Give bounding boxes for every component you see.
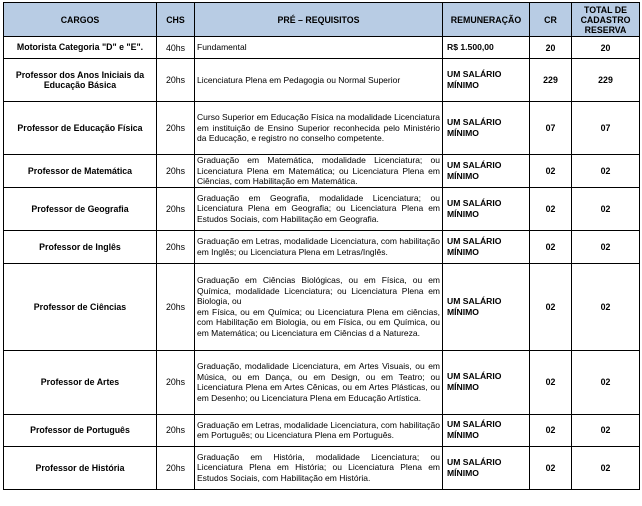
pre-requisito-text: Licenciatura Plena em Pedagogia ou Normal Superior <box>197 74 401 85</box>
header-cargos: CARGOS <box>4 3 157 37</box>
pre-requisitos-cell <box>195 37 443 59</box>
chs-cell: 20hs <box>157 350 195 414</box>
cargo-cell: Professor de História <box>4 446 157 489</box>
cargo-cell: Professor de Ciências <box>4 263 157 350</box>
table-row <box>4 263 640 350</box>
remuneracao-cell: UM SALÁRIO MÍNIMO <box>443 350 530 414</box>
remuneracao-cell: UM SALÁRIO MÍNIMO <box>443 187 530 230</box>
remuneracao-cell: UM SALÁRIO MÍNIMO <box>443 230 530 263</box>
table-row <box>4 414 640 446</box>
cr-cell: 02 <box>530 230 572 263</box>
pre-requisito-text: Graduação, modalidade Licenciatura, em Artes Visuais, ou em Música, ou em Dança, ou em Design, ou em Teatro; ou Licenciatura Plena em Artes Cênicas, ou em Artes Plásticas, ou em Desenho; ou Licenciatura Plena em Educação Artística. <box>197 361 440 403</box>
chs-cell: 20hs <box>157 187 195 230</box>
remuneracao-cell: UM SALÁRIO MÍNIMO <box>443 102 530 155</box>
chs-cell: 20hs <box>157 102 195 155</box>
total-cadastro-reserva-cell: 02 <box>572 350 640 414</box>
remuneracao-cell: UM SALÁRIO MÍNIMO <box>443 155 530 188</box>
cr-cell: 02 <box>530 350 572 414</box>
remuneracao-cell: UM SALÁRIO MÍNIMO <box>443 59 530 102</box>
cargo-cell: Professor dos Anos Iniciais da Educação Básica <box>4 59 157 102</box>
cr-cell: 20 <box>530 37 572 59</box>
header-chs: CHS <box>157 3 195 37</box>
cargo-cell: Professor de Educação Física <box>4 102 157 155</box>
header-row <box>4 3 640 37</box>
pre-requisitos-cell <box>195 263 443 350</box>
table-row <box>4 102 640 155</box>
pre-requisitos-cell <box>195 155 443 188</box>
cr-cell: 02 <box>530 446 572 489</box>
chs-cell: 20hs <box>157 155 195 188</box>
chs-cell: 40hs <box>157 37 195 59</box>
table-row <box>4 187 640 230</box>
pre-requisito-text: Graduação em Matemática, modalidade Licenciatura; ou Licenciatura Plena em Matemática; ou Licenciatura Plena em Ciências, com Habilitação em Matemática. <box>197 155 440 187</box>
total-cadastro-reserva-cell: 02 <box>572 155 640 188</box>
pre-requisitos-cell <box>195 230 443 263</box>
remuneracao-cell: UM SALÁRIO MÍNIMO <box>443 414 530 446</box>
header-total-cadastro-reserva: TOTAL DE CADASTRO RESERVA <box>572 3 640 37</box>
cargo-cell: Professor de Geografia <box>4 187 157 230</box>
pre-requisito-text: em Física, ou em Química; ou Licenciatura Plena em ciências, com Habilitação em Biologia, ou em Física, ou em Química, ou em Matemática; ou Licenciatura em Ciências d a Natureza. <box>197 306 440 338</box>
cargo-cell: Professor de Artes <box>4 350 157 414</box>
total-cadastro-reserva-cell: 02 <box>572 263 640 350</box>
pre-requisito-text: Graduação em Letras, modalidade Licenciatura, com habilitação em Português; ou Licenciatura Plena em Português. <box>197 419 440 441</box>
table-row <box>4 350 640 414</box>
cargo-cell: Professor de Matemática <box>4 155 157 188</box>
pre-requisitos-cell <box>195 187 443 230</box>
pre-requisitos-cell <box>195 414 443 446</box>
cargo-cell: Professor de Português <box>4 414 157 446</box>
cr-cell: 02 <box>530 263 572 350</box>
remuneracao-cell: UM SALÁRIO MÍNIMO <box>443 263 530 350</box>
pre-requisitos-cell <box>195 59 443 102</box>
total-cadastro-reserva-cell: 02 <box>572 230 640 263</box>
total-cadastro-reserva-cell: 07 <box>572 102 640 155</box>
pre-requisitos-cell <box>195 446 443 489</box>
cargos-table <box>3 2 640 490</box>
header-pre-requisitos: PRÉ – REQUISITOS <box>195 3 443 37</box>
cr-cell: 02 <box>530 187 572 230</box>
cr-cell: 07 <box>530 102 572 155</box>
pre-requisito-text: Curso Superior em Educação Física na modalidade Licenciatura em instituição de Ensino Superior reconhecida pelo Ministério da Educação, e registro no conselho competente. <box>197 112 440 144</box>
total-cadastro-reserva-cell: 229 <box>572 59 640 102</box>
cr-cell: 02 <box>530 414 572 446</box>
chs-cell: 20hs <box>157 446 195 489</box>
pre-requisito-text: Graduação em Geografia, modalidade Licenciatura; ou Licenciatura Plena em Geografia; ou Licenciatura Plena em Estudos Sociais, com Habilitação em Geografia. <box>197 192 440 225</box>
header-cr: CR <box>530 3 572 37</box>
total-cadastro-reserva-cell: 02 <box>572 414 640 446</box>
table-row <box>4 59 640 102</box>
header-remuneracao: REMUNERAÇÃO <box>443 3 530 37</box>
cr-cell: 02 <box>530 155 572 188</box>
table-body <box>4 37 640 490</box>
pre-requisitos-cell <box>195 350 443 414</box>
cargo-cell: Professor de Inglês <box>4 230 157 263</box>
pre-requisito-text: Graduação em Ciências Biológicas, ou em Física, ou em Química, modalidade Licenciatura; ou Licenciatura Plena em Biologia, ou <box>197 275 440 307</box>
chs-cell: 20hs <box>157 263 195 350</box>
table-row <box>4 37 640 59</box>
table-row <box>4 155 640 188</box>
remuneracao-cell: R$ 1.500,00 <box>443 37 530 59</box>
pre-requisito-text: Fundamental <box>197 42 247 53</box>
pre-requisito-text: Graduação em Letras, modalidade Licenciatura, com habilitação em Inglês; ou Licenciatura Plena em Letras/Inglês. <box>197 236 440 257</box>
chs-cell: 20hs <box>157 59 195 102</box>
total-cadastro-reserva-cell: 02 <box>572 446 640 489</box>
cr-cell: 229 <box>530 59 572 102</box>
remuneracao-cell: UM SALÁRIO MÍNIMO <box>443 446 530 489</box>
cargo-cell: Motorista Categoria "D" e "E". <box>4 37 157 59</box>
table-row <box>4 446 640 489</box>
table-row <box>4 230 640 263</box>
total-cadastro-reserva-cell: 20 <box>572 37 640 59</box>
pre-requisito-text: Graduação em História, modalidade Licenciatura; ou Licenciatura Plena em História; ou Licenciatura Plena em Estudos Sociais, com Habilitação em História. <box>197 451 440 484</box>
total-cadastro-reserva-cell: 02 <box>572 187 640 230</box>
chs-cell: 20hs <box>157 414 195 446</box>
pre-requisitos-cell <box>195 102 443 155</box>
chs-cell: 20hs <box>157 230 195 263</box>
